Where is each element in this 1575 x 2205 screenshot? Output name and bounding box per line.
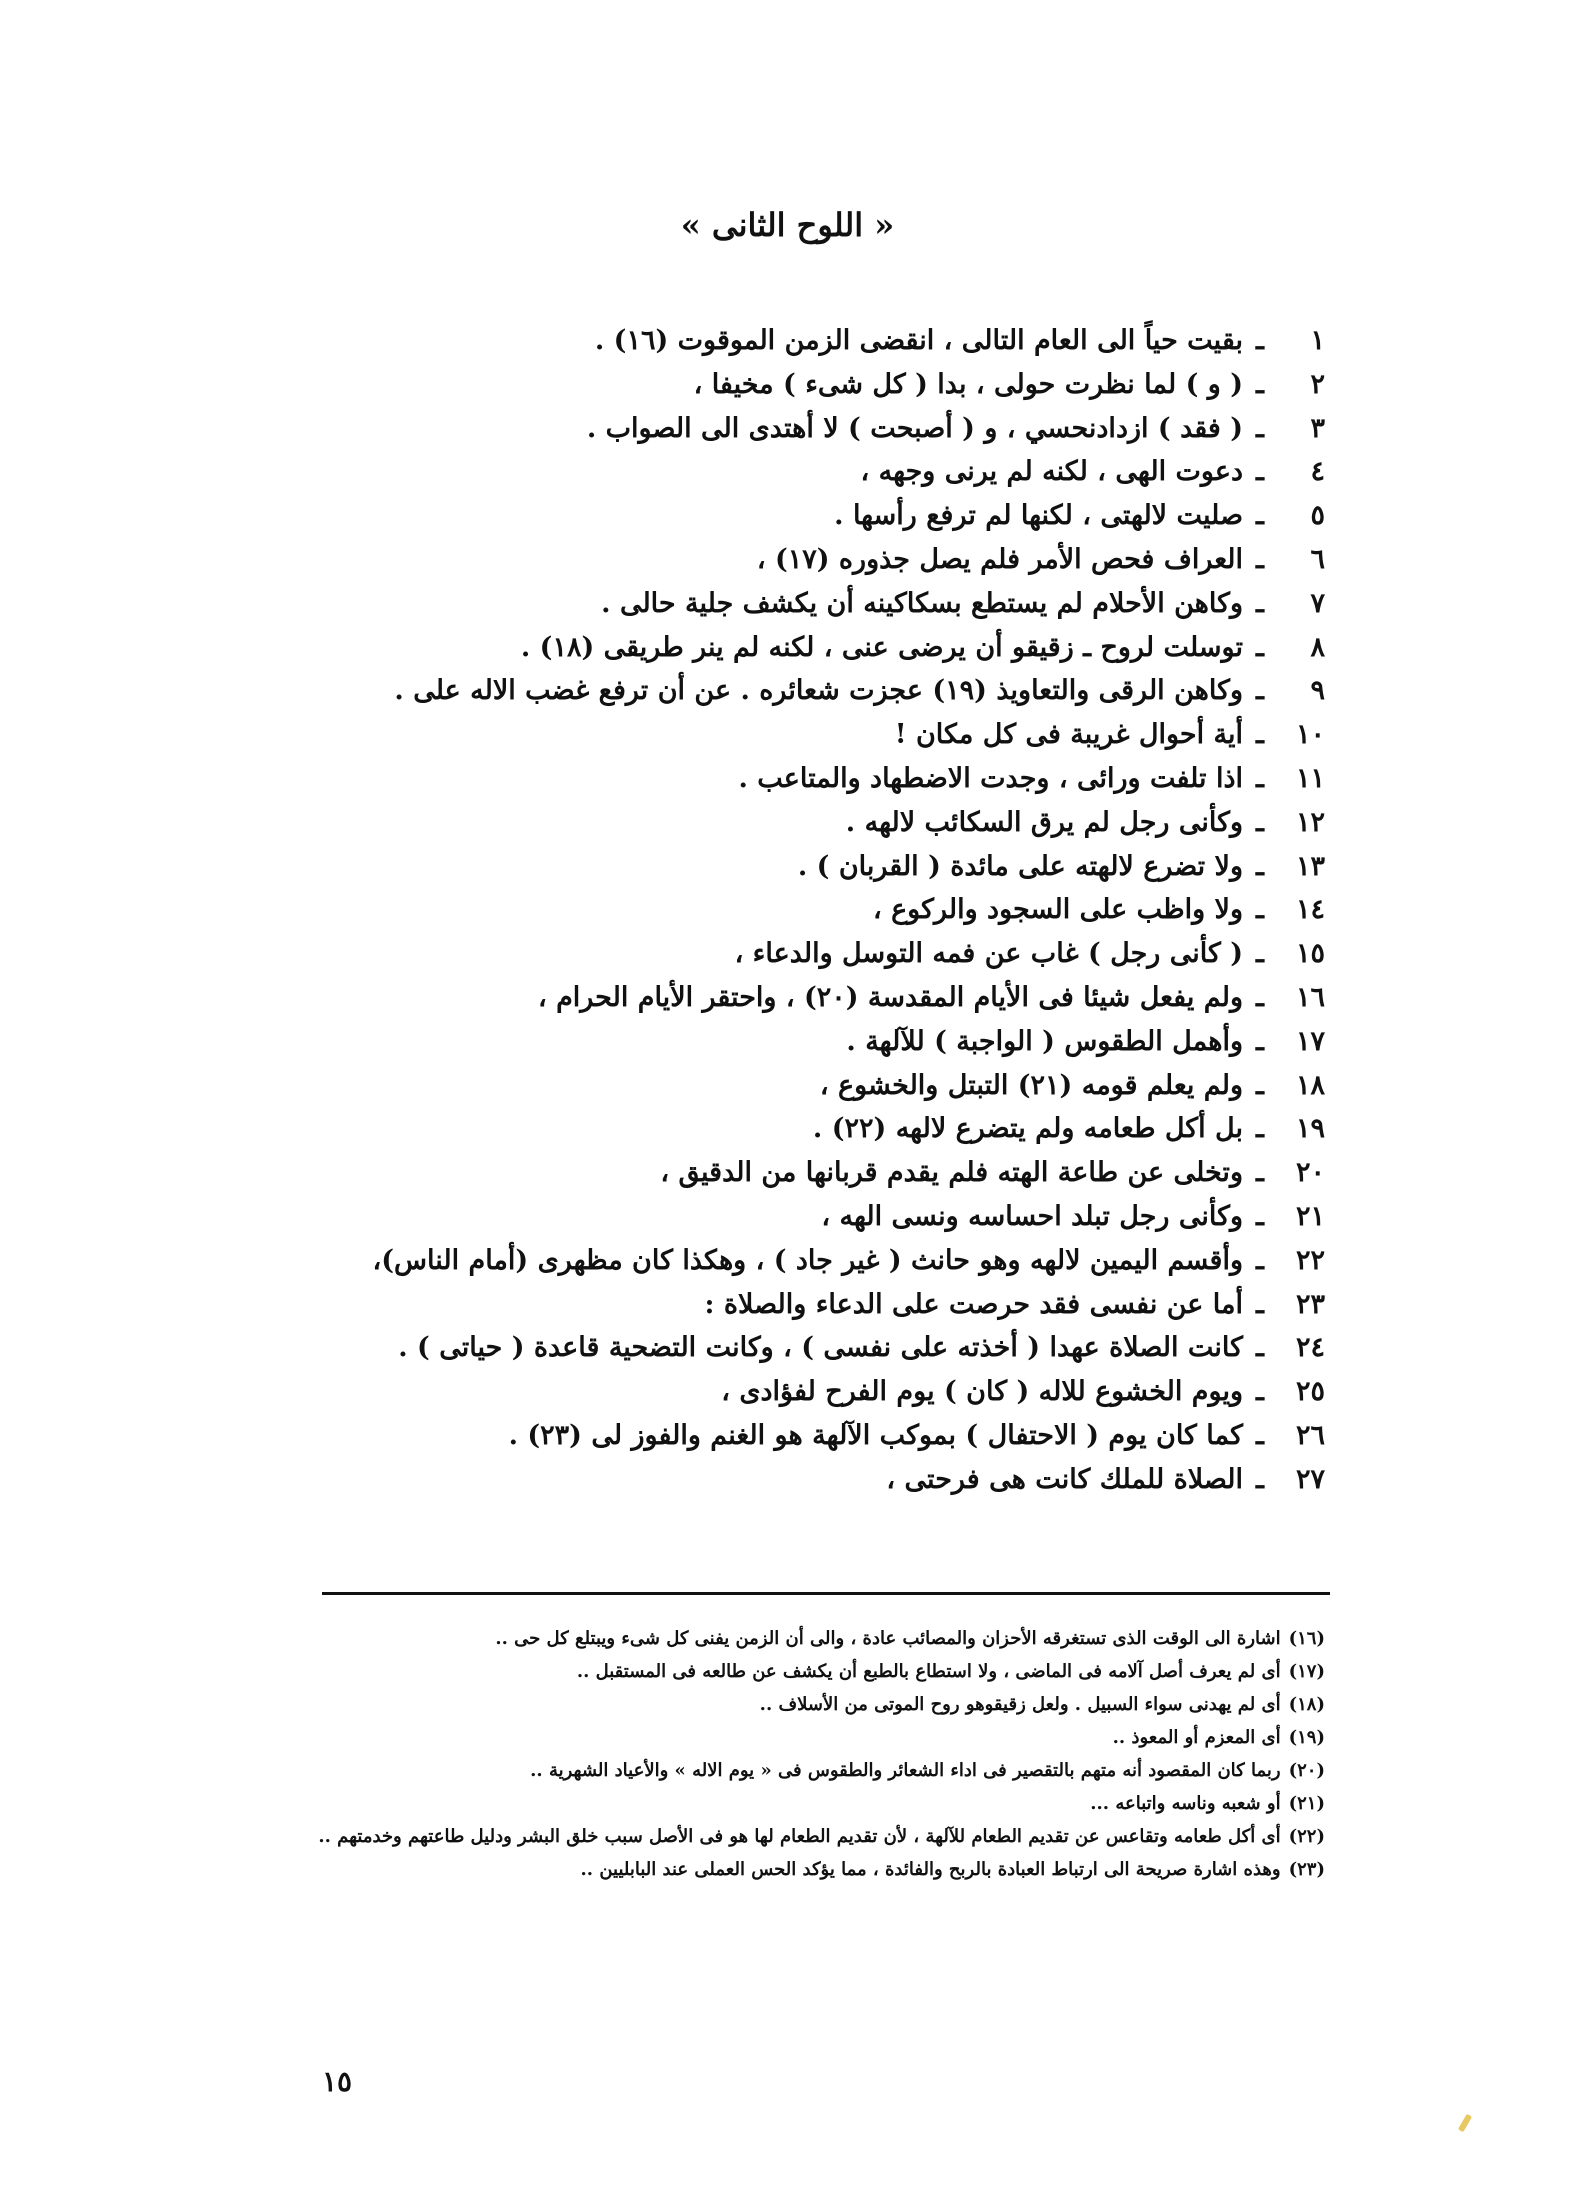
verse-line [245, 1245, 1325, 1289]
verse-text: وتخلى عن طاعة الهته فلم يقدم قربانها من الدقيق ، [660, 1157, 1243, 1189]
verse-text: أية أحوال غريبة فى كل مكان ! [894, 719, 1243, 751]
footnote [310, 1820, 1325, 1853]
verse-line [245, 1464, 1325, 1508]
footnote-number: (١٨) [1288, 1694, 1325, 1715]
verse-line [245, 1026, 1325, 1070]
verse-text: توسلت لروح ـ زقيقو أن يرضى عنى ، لكنه لم ينر طريقى (١٨) . [520, 631, 1243, 663]
footnote-number: (١٧) [1288, 1661, 1325, 1682]
verse-line [245, 325, 1325, 369]
verse-text: ولم يعلم قومه (٢١) التبتل والخشوع ، [819, 1069, 1243, 1101]
footnotes [310, 1622, 1325, 1886]
footnote [310, 1853, 1325, 1886]
verse-text: ( فقد ) ازدادنحسي ، و ( أصبحت ) لا أهتدى الى الصواب . [586, 412, 1243, 444]
verse-number: ٢٢ [1295, 1244, 1325, 1276]
verse-line [245, 938, 1325, 982]
verse-number: ٥ [1310, 500, 1325, 532]
verse-number: ١٥ [1295, 938, 1325, 970]
footnote-number: (٢٢) [1288, 1826, 1325, 1847]
footnote-divider [322, 1592, 1330, 1595]
page-title: « اللوح الثانى » [680, 206, 895, 244]
footnote-text: أى لم يهدنى سواء السبيل . ولعل زقيقوهو روح الموتى من الأسلاف .. [759, 1694, 1281, 1715]
footnote [310, 1688, 1325, 1721]
verse-number: ١١ [1295, 762, 1325, 794]
verse-dash: ـ [1256, 762, 1264, 794]
verse-number: ١٤ [1295, 894, 1325, 926]
verse-text: وكأنى رجل لم يرق السكائب لالهه . [845, 806, 1243, 838]
verse-line [245, 456, 1325, 500]
verse-dash: ـ [1256, 894, 1264, 926]
verse-line [245, 763, 1325, 807]
footnote-number: (٢٠) [1288, 1760, 1325, 1781]
verse-line [245, 807, 1325, 851]
verse-line [245, 413, 1325, 457]
verse-text: كانت الصلاة عهدا ( أخذته على نفسى ) ، وكانت التضحية قاعدة ( حياتى ) . [398, 1332, 1243, 1364]
verse-text: دعوت الهى ، لكنه لم يرنى وجهه ، [860, 456, 1243, 488]
verse-number: ٢٣ [1295, 1288, 1325, 1320]
verse-dash: ـ [1256, 1200, 1264, 1232]
footnote [310, 1655, 1325, 1688]
verse-dash: ـ [1256, 631, 1264, 663]
verse-text: بقيت حياً الى العام التالى ، انقضى الزمن الموقوت (١٦) . [594, 325, 1243, 356]
verse-number: ٢٤ [1295, 1332, 1325, 1364]
verse-dash: ـ [1256, 1025, 1264, 1057]
footnote-text: أى أكل طعامه وتقاعس عن تقديم الطعام للآلهة ، لأن تقديم الطعام لها هو فى الأصل سبب خلق البشر ودليل طاعتهم وخدمتهم .. [318, 1826, 1281, 1847]
verse-number: ٢٥ [1295, 1376, 1325, 1408]
verse-text: كما كان يوم ( الاحتفال ) بموكب الآلهة هو الغنم والفوز لى (٢٣) . [508, 1419, 1243, 1451]
verse-line [245, 1376, 1325, 1420]
verse-number: ٣ [1310, 412, 1325, 444]
verse-text: الصلاة للملك كانت هى فرحتى ، [886, 1463, 1243, 1495]
verse-line [245, 1157, 1325, 1201]
verse-number: ١٩ [1295, 1113, 1325, 1145]
verse-number: ١٣ [1295, 850, 1325, 882]
verse-dash: ـ [1256, 1288, 1264, 1320]
verse-text: ولا تضرع لالهته على مائدة ( القربان ) . [797, 850, 1243, 882]
footnote-text: وهذه اشارة صريحة الى ارتباط العبادة بالربح والفائدة ، مما يؤكد الحس العملى عند البابليين .. [580, 1859, 1281, 1880]
verse-text: وأهمل الطقوس ( الواجبة ) للآلهة . [846, 1025, 1243, 1057]
verse-text: ( كأنى رجل ) غاب عن فمه التوسل والدعاء ، [734, 938, 1243, 970]
verse-text: العراف فحص الأمر فلم يصل جذوره (١٧) ، [756, 543, 1243, 575]
verse-dash: ـ [1256, 456, 1264, 488]
verse-text: وكاهن الأحلام لم يستطع بسكاكينه أن يكشف جلية حالى . [601, 587, 1243, 619]
page-number: ١٥ [322, 2065, 353, 2098]
verse-line [245, 544, 1325, 588]
verse-dash: ـ [1256, 1069, 1264, 1101]
verse-line [245, 1201, 1325, 1245]
footnote [310, 1622, 1325, 1655]
verse-dash: ـ [1256, 1113, 1264, 1145]
verse-text: أما عن نفسى فقد حرصت على الدعاء والصلاة : [704, 1288, 1243, 1320]
verse-number: ٨ [1310, 631, 1325, 663]
verse-line [245, 1070, 1325, 1114]
footnote-text: أو شعبه وناسه واتباعه ... [1090, 1793, 1281, 1814]
verse-text: اذا تلفت ورائى ، وجدت الاضطهاد والمتاعب . [738, 762, 1243, 794]
verse-number: ٢١ [1295, 1200, 1325, 1232]
verse-line [245, 1332, 1325, 1376]
verse-number: ١ [1310, 325, 1325, 356]
verse-dash: ـ [1256, 543, 1264, 575]
verse-line [245, 675, 1325, 719]
verse-line [245, 1289, 1325, 1333]
verse-line [245, 851, 1325, 895]
verse-number: ٦ [1310, 543, 1325, 575]
verse-dash: ـ [1256, 850, 1264, 882]
verse-number: ١٧ [1295, 1025, 1325, 1057]
verse-number: ٩ [1310, 675, 1325, 707]
verse-text: بل أكل طعامه ولم يتضرع لالهه (٢٢) . [812, 1113, 1243, 1145]
footnote-text: أى المعزم أو المعوذ .. [1112, 1727, 1281, 1748]
verse-dash: ـ [1256, 1332, 1264, 1364]
footnote [310, 1787, 1325, 1820]
verse-dash: ـ [1256, 981, 1264, 1013]
verse-text: وكأنى رجل تبلد احساسه ونسى الهه ، [821, 1200, 1243, 1232]
verse-line [245, 1420, 1325, 1464]
verse-number: ١٦ [1295, 981, 1325, 1013]
verse-dash: ـ [1256, 587, 1264, 619]
verse-line [245, 894, 1325, 938]
verse-number: ٢٧ [1295, 1463, 1325, 1495]
verse-number: ١٠ [1295, 719, 1325, 751]
verse-dash: ـ [1256, 675, 1264, 707]
footnote [310, 1721, 1325, 1754]
footnote-text: ربما كان المقصود أنه متهم بالتقصير فى اداء الشعائر والطقوس فى « يوم الاله » والأعياد الشهرية .. [530, 1760, 1281, 1781]
footnote [310, 1754, 1325, 1787]
footnote-number: (١٩) [1288, 1727, 1325, 1748]
verse-lines [245, 325, 1325, 1508]
footnote-number: (٢١) [1288, 1793, 1325, 1814]
verse-dash: ـ [1256, 368, 1264, 400]
footnote-text: اشارة الى الوقت الذى تستغرقه الأحزان والمصائب عادة ، والى أن الزمن يفنى كل شىء ويبتلع كل حى .. [495, 1628, 1281, 1649]
verse-line [245, 588, 1325, 632]
verse-dash: ـ [1256, 325, 1264, 356]
verse-number: ٤ [1310, 456, 1325, 488]
verse-dash: ـ [1256, 1376, 1264, 1408]
verse-dash: ـ [1256, 500, 1264, 532]
verse-line [245, 632, 1325, 676]
verse-number: ١٨ [1295, 1069, 1325, 1101]
verse-text: ولم يفعل شيئا فى الأيام المقدسة (٢٠) ، واحتقر الأيام الحرام ، [537, 981, 1243, 1013]
verse-dash: ـ [1256, 1419, 1264, 1451]
verse-dash: ـ [1256, 719, 1264, 751]
verse-number: ١٢ [1295, 806, 1325, 838]
verse-text: ( و ) لما نظرت حولى ، بدا ( كل شىء ) مخيفا ، [693, 368, 1243, 400]
footnote-number: (١٦) [1288, 1628, 1325, 1649]
paper-speck [1458, 2114, 1472, 2133]
verse-text: صليت لالهتى ، لكنها لم ترفع رأسها . [834, 500, 1243, 532]
verse-number: ٢ [1310, 368, 1325, 400]
footnote-text: أى لم يعرف أصل آلامه فى الماضى ، ولا استطاع بالطبع أن يكشف عن طالعه فى المستقبل .. [576, 1661, 1281, 1682]
verse-dash: ـ [1256, 412, 1264, 444]
verse-line [245, 500, 1325, 544]
verse-text: وأقسم اليمين لالهه وهو حانث ( غير جاد ) ، وهكذا كان مظهرى (أمام الناس)، [372, 1244, 1243, 1276]
verse-line [245, 369, 1325, 413]
footnote-number: (٢٣) [1288, 1859, 1325, 1880]
verse-text: ويوم الخشوع للاله ( كان ) يوم الفرح لفؤادى ، [721, 1376, 1243, 1408]
verse-number: ٢٦ [1295, 1419, 1325, 1451]
verse-dash: ـ [1256, 1244, 1264, 1276]
verse-line [245, 982, 1325, 1026]
verse-line [245, 1113, 1325, 1157]
verse-text: ولا واظب على السجود والركوع ، [872, 894, 1243, 926]
verse-number: ٢٠ [1295, 1157, 1325, 1189]
verse-dash: ـ [1256, 1157, 1264, 1189]
verse-dash: ـ [1256, 1463, 1264, 1495]
verse-text: وكاهن الرقى والتعاويذ (١٩) عجزت شعائره . عن أن ترفع غضب الاله على . [394, 675, 1243, 707]
verse-dash: ـ [1256, 806, 1264, 838]
verse-line [245, 719, 1325, 763]
verse-number: ٧ [1310, 587, 1325, 619]
verse-dash: ـ [1256, 938, 1264, 970]
